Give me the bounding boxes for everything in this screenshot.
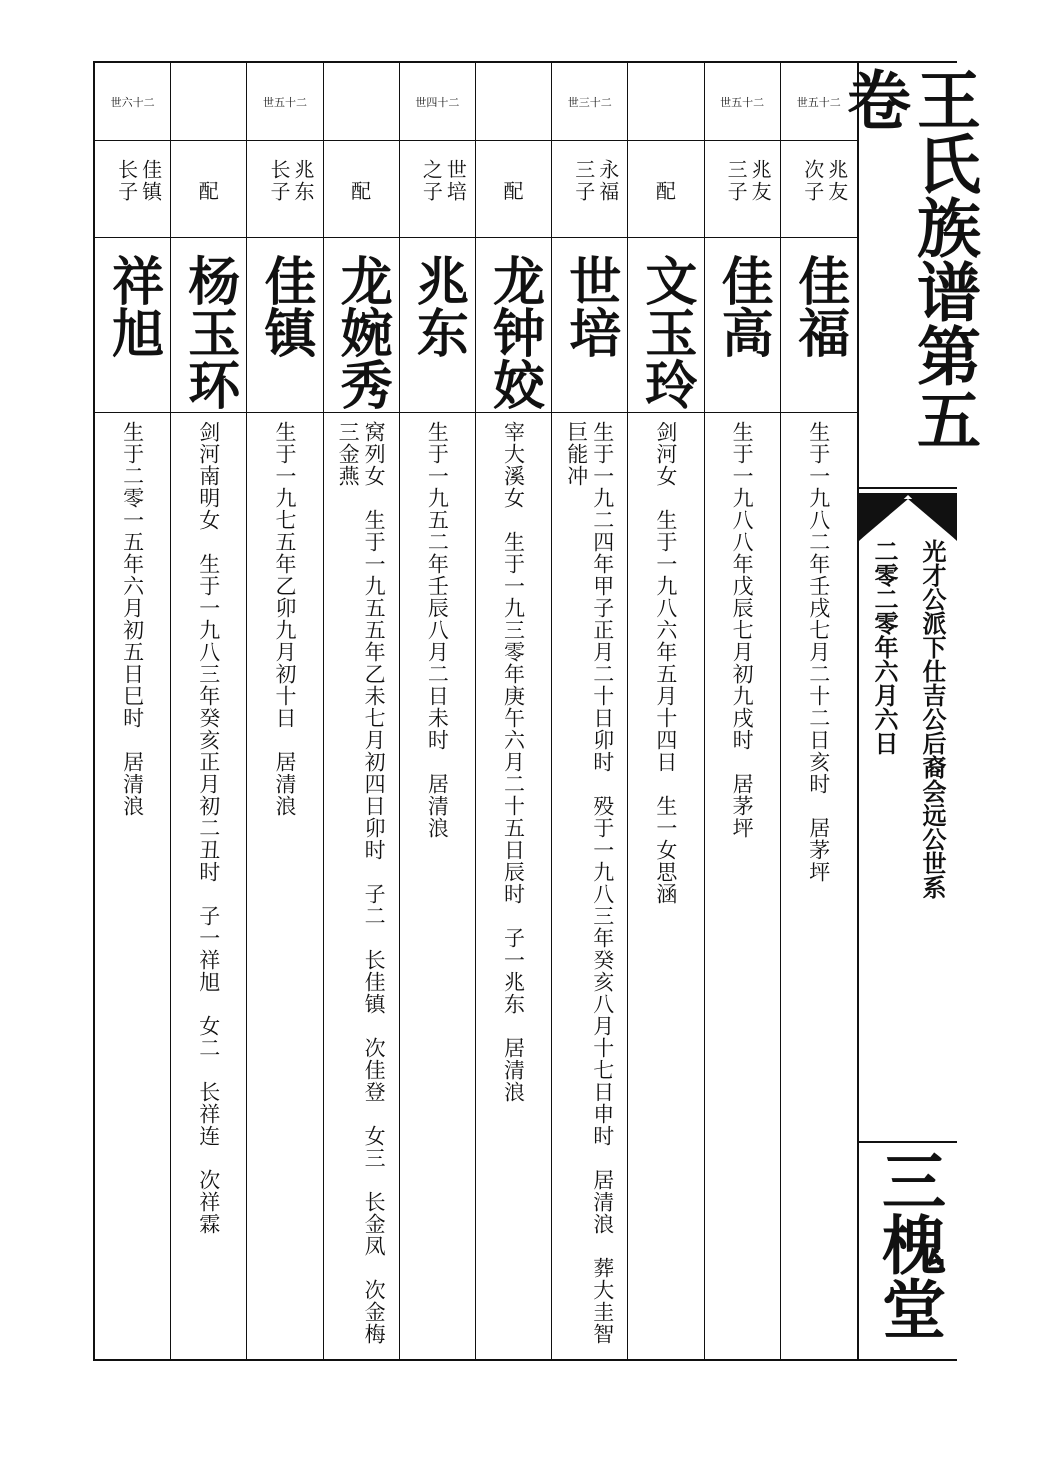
generation-label: 世三十二	[552, 63, 627, 141]
relation-label: 兆东长子	[266, 159, 315, 203]
entry-column	[247, 63, 323, 1359]
person-bio: 窝列女 生于一九五五年乙未七月初四日卯时 子二 长佳镇 次佳登 女三 长金凤 次金梅 三金燕	[336, 421, 387, 1367]
entry-column	[476, 63, 552, 1359]
title-panel	[836, 63, 981, 1359]
divider	[859, 1141, 957, 1143]
person-name: 文玉玲	[635, 254, 697, 410]
person-bio: 宰大溪女 生于一九三零年庚午六月二十五日辰时 子一兆东 居清浪	[501, 421, 526, 1103]
relation-label: 兆友三子	[724, 159, 773, 203]
divider	[859, 487, 957, 489]
entry-column	[705, 63, 781, 1359]
compile-date: 二零二零年六月六日	[870, 539, 899, 755]
person-name: 龙婉秀	[331, 254, 393, 410]
person-bio: 生于一九五二年壬辰八月二日未时 居清浪	[425, 421, 450, 839]
person-bio: 生于一九二四年甲子正月二十日卯时 殁于一九八三年癸亥八月十七日申时 居清浪 葬大圭智巨能冲	[564, 421, 615, 1345]
generation-label: 世五十二	[705, 63, 780, 141]
generation-label: 世五十二	[247, 63, 322, 141]
relation-label: 配	[198, 178, 219, 203]
person-bio: 生于一九八二年壬戌七月二十二日亥时 居茅坪	[806, 421, 831, 883]
entry-column	[171, 63, 247, 1359]
person-name: 佳镇	[254, 254, 316, 358]
generation-label	[476, 63, 551, 141]
person-name: 兆东	[407, 254, 469, 358]
person-bio: 剑河南明女 生于一九八三年癸亥正月初二丑时 子一祥旭 女二 长祥连 次祥霖	[196, 421, 221, 1235]
relation-label: 世培之子	[419, 159, 468, 203]
relation-label: 配	[351, 178, 372, 203]
entry-column	[324, 63, 400, 1367]
person-name: 佳高	[712, 254, 774, 358]
person-bio: 生于一九七五年乙卯九月初十日 居清浪	[272, 421, 297, 817]
generation-label: 世五十二	[781, 63, 857, 141]
relation-label: 配	[503, 178, 524, 203]
person-name: 世培	[559, 254, 621, 358]
relation-label: 兆友次子	[800, 159, 849, 203]
entry-column	[552, 63, 628, 1359]
generation-label	[628, 63, 703, 141]
entry-column	[628, 63, 704, 1359]
person-name: 龙钟姣	[483, 254, 545, 410]
relation-label: 永福三子	[571, 159, 620, 203]
genealogy-page-frame	[93, 61, 981, 1367]
generation-label: 世四十二	[400, 63, 475, 141]
relation-label: 配	[655, 178, 676, 203]
book-title: 王氏族谱第五卷	[836, 67, 981, 451]
relation-label: 佳镇长子	[114, 159, 163, 203]
person-bio: 生于二零一五年六月初五日巳时 居清浪	[120, 421, 145, 817]
entry-column	[95, 63, 171, 1359]
triangle-ornament-icon	[859, 495, 957, 541]
lineage-subtitle: 光才公派下仕吉公后裔会远公世系	[918, 539, 947, 899]
person-name: 杨玉环	[178, 254, 240, 410]
person-name: 祥旭	[102, 254, 164, 358]
entry-column	[400, 63, 476, 1359]
generation-label	[171, 63, 246, 141]
person-bio: 剑河女 生于一九八六年五月十四日 生一女思涵	[653, 421, 678, 905]
hall-name: 三槐堂	[871, 1148, 946, 1340]
entry-columns	[95, 63, 857, 1367]
person-name: 佳福	[788, 254, 850, 358]
generation-label: 世六十二	[95, 63, 170, 141]
generation-label	[324, 63, 399, 141]
person-bio: 生于一九八八年戊辰七月初九戌时 居茅坪	[730, 421, 755, 839]
